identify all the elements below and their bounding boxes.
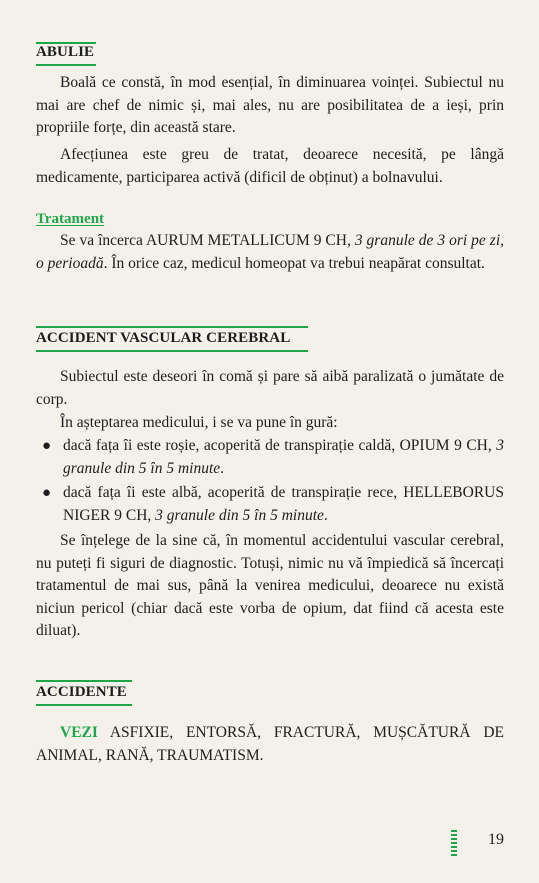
section-rule-bottom [36, 704, 132, 706]
list-item [36, 482, 504, 527]
bullet-text: dacă fața îi este albă, acoperită de transpirație rece, HELLEBORUS NIGER 9 CH, [63, 484, 504, 524]
abulie-paragraph-2: Afecțiunea este greu de tratat, deoarece necesită, pe lângă medicamente, participarea activă (dificil de obținut) a bolnavului. [36, 146, 504, 186]
list-item [36, 435, 504, 480]
treatment-text-tail: . În orice caz, medicul homeopat va trebui neapărat consultat. [103, 254, 485, 272]
see-also-references: ASFIXIE, ENTORSĂ, FRACTURĂ, MUȘCĂTURĂ DE ANIMAL, RANĂ, TRAUMATISM. [36, 724, 504, 764]
abulie-paragraph-1: Boală ce constă, în mod esențial, în diminuarea voinței. Subiectul nu mai are chef de nimic și, mai ales, nu are posibilitatea de a ieși, prin propriile forțe, din această stare. [36, 74, 504, 136]
bullet-end: . [220, 459, 225, 477]
section-rule-top [36, 680, 132, 682]
treatment-dosage: 3 granule de 3 ori pe zi, o perioadă [36, 232, 504, 272]
avc-paragraph-2: În așteptarea medicului, i se va pune în gură: [60, 414, 338, 431]
section-title-avc: ACCIDENT VASCULAR CEREBRAL [36, 330, 291, 346]
avc-paragraph-1: Subiectul este deseori în comă și pare să aibă paralizată o jumătate de corp. [36, 368, 504, 408]
abulie-treatment-paragraph [36, 230, 504, 275]
section-rule-bottom [36, 350, 308, 352]
treatment-subheading: Tratament [36, 211, 105, 227]
bullet-dosage: 3 granule din 5 în 5 minute [155, 506, 324, 524]
accidente-see-also [36, 722, 504, 767]
bullet-text: dacă fața îi este roșie, acoperită de transpirație caldă, OPIUM 9 CH, [63, 437, 497, 454]
bullet-icon: ● [42, 438, 52, 454]
section-rule-bottom [36, 64, 96, 66]
section-title-abulie: ABULIE [36, 44, 95, 60]
treatment-text-lead: Se va încerca AURUM METALLICUM 9 CH, [60, 232, 355, 249]
bullet-dosage: 3 granule din 5 în 5 minute [63, 437, 504, 477]
avc-paragraph-3: Se înțelege de la sine că, în momentul accidentului vascular cerebral, nu puteți fi siguri de diagnostic. Totuși, nimic nu vă împiedică să încercați tratamentul de mai sus, până la venirea medicului, deoarece nu există niciun pericol (chiar dacă este vorba de opium, dat fiind că acesta este diluat). [36, 532, 504, 639]
section-title-accidente: ACCIDENTE [36, 684, 127, 700]
bullet-icon: ● [42, 485, 52, 501]
bullet-end: . [323, 506, 328, 524]
see-also-label: VEZI [60, 724, 98, 741]
section-rule-top [36, 326, 308, 328]
avc-bullet-list [36, 435, 504, 529]
page-number: 19 [488, 831, 504, 848]
page-edge-marker [451, 830, 457, 858]
